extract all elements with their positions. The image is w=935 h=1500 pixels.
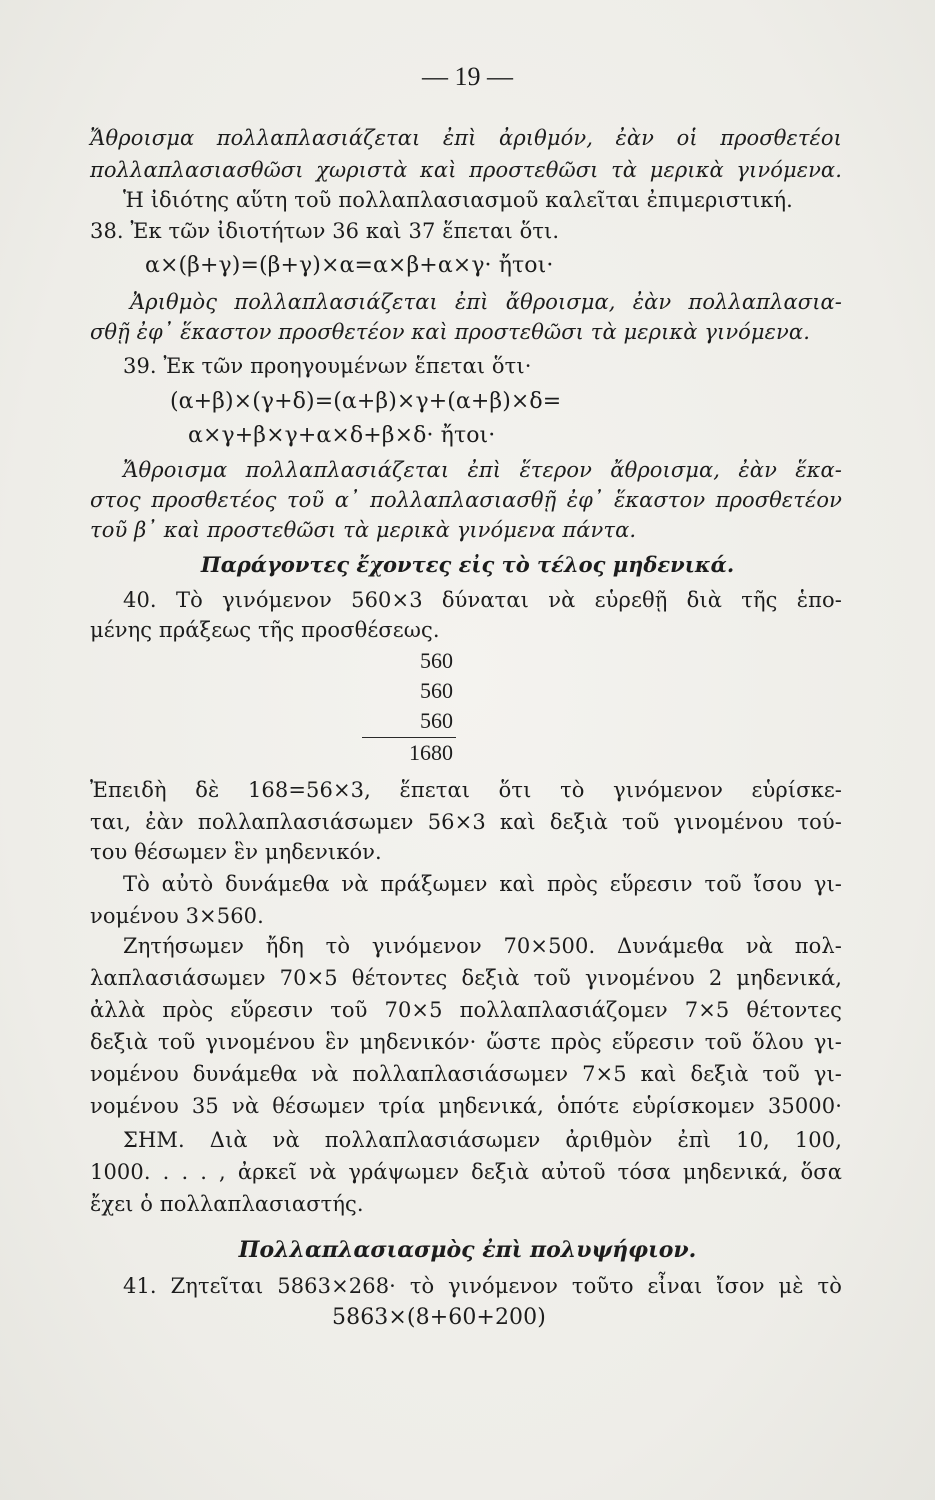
text-line-27: νομένου 35 νὰ θέσωμεν τρία μηδενικά, ὁπότε εὑρίσκομεν 35000· <box>90 1094 842 1118</box>
text-line-11: Ἄθροισμα πολλαπλασιάζεται ἐπὶ ἕτερον ἄθροισμα, ἐὰν ἕκα- <box>123 458 842 482</box>
text-line-2: πολλαπλασιασθῶσι χωριστὰ καὶ προστεθῶσι τὰ μερικὰ γινόμενα. <box>90 158 842 182</box>
sum-rule <box>362 737 456 738</box>
addend-3: 560 <box>420 708 453 733</box>
text-line-16: μένης πράξεως τῆς προσθέσεως. <box>90 618 440 642</box>
text-line-7: σθῇ ἐφ᾽ ἕκαστον προσθετέον καὶ προστεθῶσι τὰ μερικὰ γινόμενα. <box>90 320 810 344</box>
text-line-12: στος προσθετέος τοῦ α᾽ πολλαπλασιασθῇ ἐφ᾽ ἕκαστον προσθετέον <box>90 488 842 512</box>
text-line-17: Ἐπειδὴ δὲ 168=56×3, ἕπεται ὅτι τὸ γινόμενον εὑρίσκε- <box>90 778 842 802</box>
text-line-8: 39. Ἐκ τῶν προηγουμένων ἕπεται ὅτι· <box>123 354 532 378</box>
text-line-26: νομένου δυνάμεθα νὰ πολλαπλασιάσωμεν 7×5 καὶ δεξιὰ τοῦ γι- <box>90 1062 842 1086</box>
addend-2: 560 <box>420 678 453 703</box>
text-line-19: του θέσωμεν ἓν μηδενικόν. <box>90 840 382 864</box>
text-line-3: Ἡ ἰδιότης αὕτη τοῦ πολλαπλασιασμοῦ καλεῖται ἐπιμεριστική. <box>123 188 793 212</box>
text-line-4: 38. Ἐκ τῶν ἰδιοτήτων 36 καὶ 37 ἕπεται ὅτι. <box>90 219 560 243</box>
text-line-18: ται, ἐὰν πολλαπλασιάσωμεν 56×3 καὶ δεξιὰ τοῦ γινομένου τού- <box>90 810 842 834</box>
section-heading-polydigit: Πολλαπλασιασμὸς ἐπὶ πολυψήφιον. <box>238 1237 697 1263</box>
addend-1: 560 <box>420 648 453 673</box>
text-line-15: 40. Τὸ γινόμενον 560×3 δύναται νὰ εὑρεθῇ διὰ τῆς ἑπο- <box>123 588 842 612</box>
formula-line-1: α×(β+γ)=(β+γ)×α=α×β+α×γ· ἤτοι· <box>145 253 554 278</box>
text-line-24: ἀλλὰ πρὸς εὕρεσιν τοῦ 70×5 πολλαπλασιάζομεν 7×5 θέτοντες <box>90 998 842 1022</box>
text-line-21: νομένου 3×560. <box>90 904 264 928</box>
text-line-22: Ζητήσωμεν ἤδη τὸ γινόμενον 70×500. Δυνάμεθα νὰ πολ- <box>123 934 842 958</box>
text-line-29: 1000. . . . , ἀρκεῖ νὰ γράψωμεν δεξιὰ αὐτοῦ τόσα μηδενικά, ὅσα <box>90 1160 842 1184</box>
formula-line-4: 5863×(8+60+200) <box>332 1305 546 1330</box>
text-line-20: Τὸ αὐτὸ δυνάμεθα νὰ πράξωμεν καὶ πρὸς εὕρεσιν τοῦ ἴσου γι- <box>123 872 842 896</box>
formula-line-3: α×γ+β×γ+α×δ+β×δ· ἤτοι· <box>188 423 496 448</box>
text-line-23: λαπλασιάσωμεν 70×5 θέτοντες δεξιὰ τοῦ γινομένου 2 μηδενικά, <box>90 966 842 990</box>
text-line-30: ἔχει ὁ πολλαπλασιαστής. <box>90 1192 364 1216</box>
addition-sum: 1680 <box>409 740 453 765</box>
section-heading-zeros: Παράγοντες ἔχοντες εἰς τὸ τέλος μηδενικά. <box>200 552 735 577</box>
text-line-25: δεξιὰ τοῦ γινομένου ἓν μηδενικόν· ὥστε πρὸς εὕρεσιν τοῦ ὅλου γι- <box>90 1030 842 1054</box>
page-number: — 19 — <box>422 62 513 91</box>
text-line-28: ΣΗΜ. Διὰ νὰ πολλαπλασιάσωμεν ἀριθμὸν ἐπὶ 10, 100, <box>123 1128 842 1152</box>
formula-line-2: (α+β)×(γ+δ)=(α+β)×γ+(α+β)×δ= <box>170 389 562 414</box>
text-line-13: τοῦ β᾽ καὶ προστεθῶσι τὰ μερικὰ γινόμενα πάντα. <box>90 518 637 542</box>
text-line-6: Ἀριθμὸς πολλαπλασιάζεται ἐπὶ ἄθροισμα, ἐὰν πολλαπλασια- <box>130 290 842 314</box>
text-line-32: 41. Ζητεῖται 5863×268· τὸ γινόμενον τοῦτο εἶναι ἴσον μὲ τὸ <box>123 1274 842 1298</box>
text-line-1: Ἄθροισμα πολλαπλασιάζεται ἐπὶ ἀριθμόν, ἐὰν οἱ προσθετέοι <box>90 126 842 150</box>
